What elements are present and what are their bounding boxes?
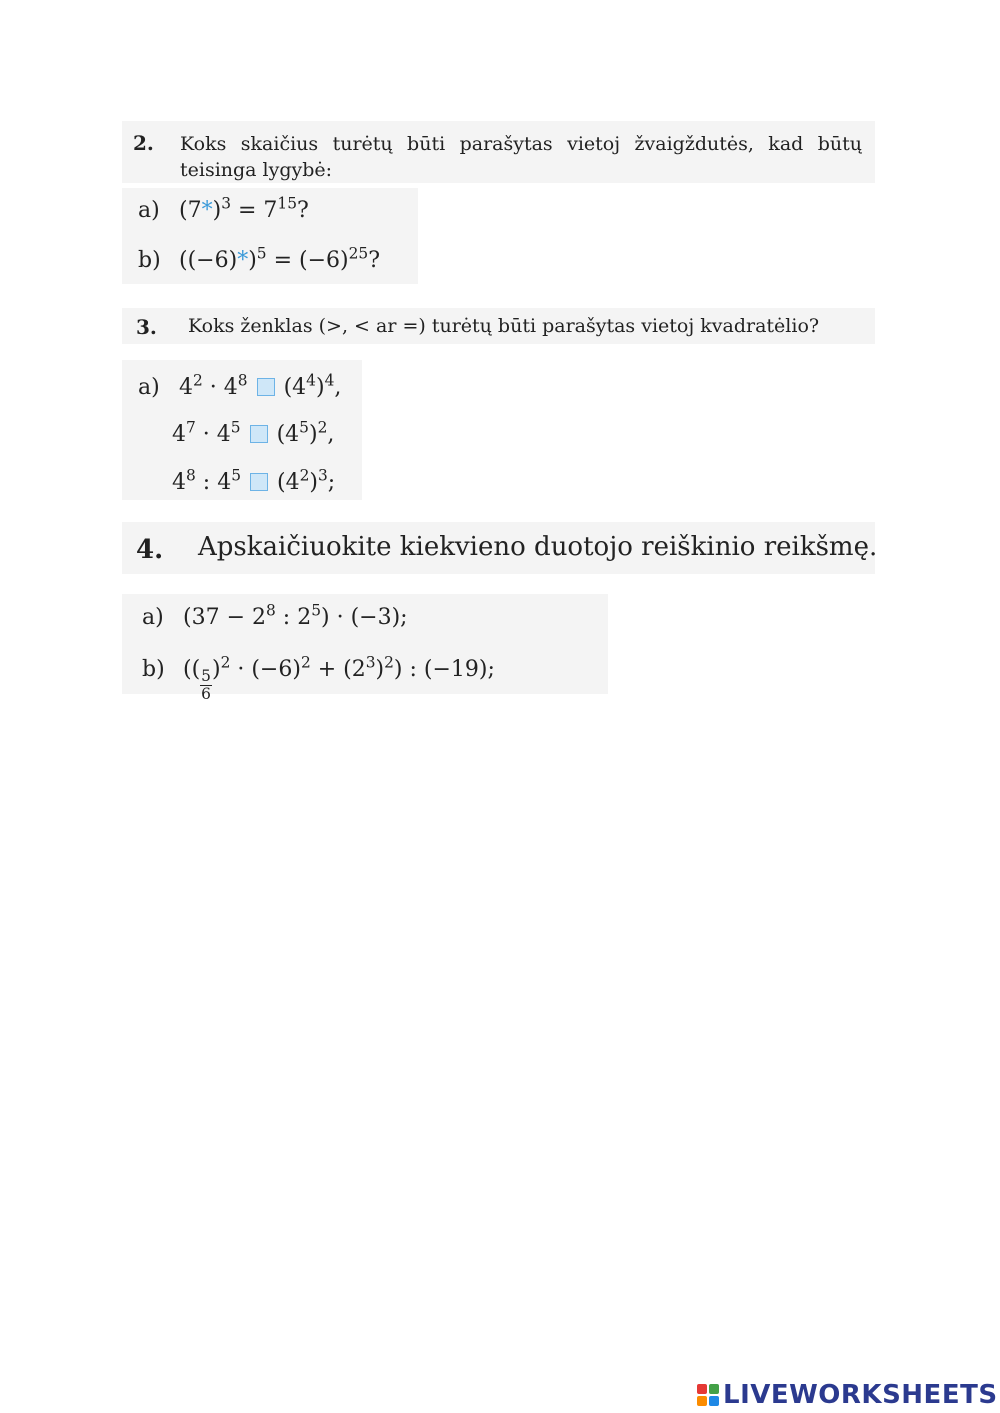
- q4-number: 4.: [136, 535, 164, 565]
- q3-number: 3.: [136, 315, 157, 339]
- q2-number: 2.: [133, 131, 154, 155]
- q4-row-a: a) ($37 - 2^8$ : $2^5) \cdot (-3)$;: [142, 601, 408, 630]
- q3-row-2: $4^7 \cdot 4^5$ $(4^5)^2$,: [172, 418, 335, 447]
- q2-row-b: b) $((-6)*)^5 = (-6)^{25}$?: [138, 244, 380, 273]
- star-placeholder: *: [201, 198, 213, 223]
- answer-box[interactable]: [250, 473, 268, 491]
- logo-text: LIVEWORKSHEETS: [723, 1380, 998, 1410]
- liveworksheets-logo: [697, 1378, 998, 1412]
- q3-row-3: $4^8$ : $4^5$ $(4^2)^3$;: [172, 466, 336, 495]
- star-placeholder: *: [237, 248, 249, 273]
- q2-row-a: a) $(7*)^3 = 7^{15}$?: [138, 194, 309, 223]
- q3-instruction: Koks ženklas (>, < ar =) turėtų būti parašytas vietoj kvadratėlio?: [188, 315, 820, 337]
- logo-mark-icon: [697, 1384, 719, 1406]
- answer-box[interactable]: [257, 378, 275, 396]
- q4-row-b: b) (( $\frac{5}{6}$ )$^2 \cdot (-6)^2 + (2^3)^2$) : (−19);: [142, 653, 495, 703]
- q3-row-1: a) $4^2 \cdot 4^8$ $(4^4)^4$,: [138, 371, 342, 400]
- q4-instruction: Apskaičiuokite kiekvieno duotojo reiškinio reikšmę.: [198, 532, 878, 562]
- answer-box[interactable]: [250, 425, 268, 443]
- fraction: $\frac{5}{6}$: [201, 667, 211, 703]
- q2-instruction: Koks skaičius turėtų būti parašytas vietoj žvaigždutės, kad būtų teisinga lygybė:: [180, 133, 862, 181]
